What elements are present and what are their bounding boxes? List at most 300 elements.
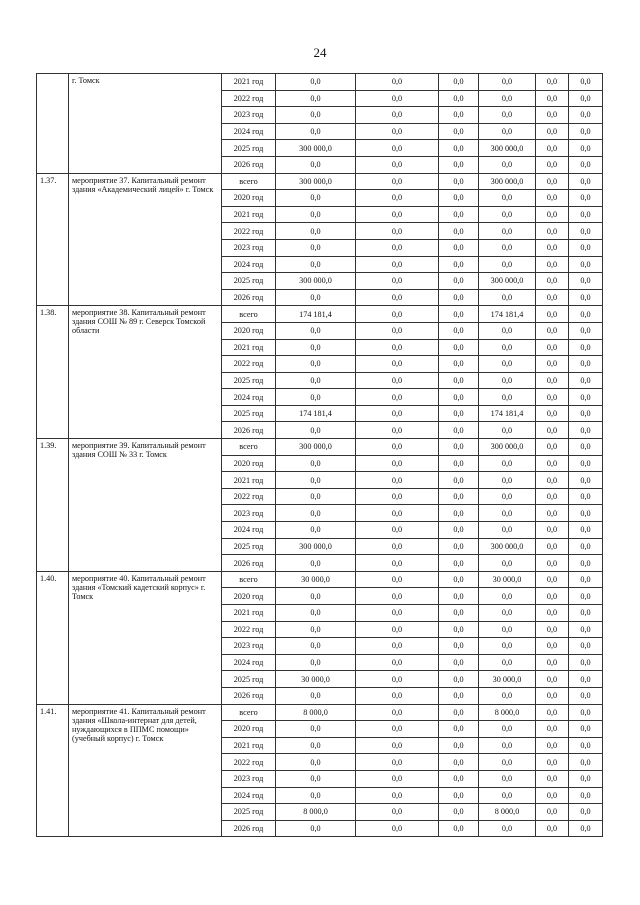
- value-cell: 0,0: [536, 754, 569, 771]
- value-cell: 0,0: [356, 687, 439, 704]
- table-row: [37, 571, 603, 588]
- item-2-number: 1.39.: [37, 439, 69, 572]
- value-cell: 0,0: [569, 770, 603, 787]
- value-cell: 0,0: [569, 538, 603, 555]
- value-cell: 0,0: [356, 90, 439, 107]
- item-0-description: мероприятие 37. Капитальный ремонт здания «Академический лицей» г. Томск: [69, 173, 222, 306]
- year-cell: 2022 год: [222, 356, 276, 373]
- value-cell: 0,0: [276, 289, 356, 306]
- value-cell: 0,0: [439, 239, 479, 256]
- year-cell: 2025 год: [222, 273, 276, 290]
- value-cell: 0,0: [439, 289, 479, 306]
- value-cell: 0,0: [479, 605, 536, 622]
- value-cell: 300 000,0: [479, 140, 536, 157]
- value-cell: 0,0: [439, 156, 479, 173]
- year-cell: 2026 год: [222, 555, 276, 572]
- value-cell: 0,0: [356, 372, 439, 389]
- value-cell: 0,0: [439, 621, 479, 638]
- year-cell: 2022 год: [222, 488, 276, 505]
- value-cell: 0,0: [479, 555, 536, 572]
- year-cell: 2024 год: [222, 787, 276, 804]
- value-cell: 0,0: [569, 522, 603, 539]
- value-cell: 0,0: [356, 339, 439, 356]
- value-cell: 0,0: [439, 422, 479, 439]
- value-cell: 0,0: [569, 107, 603, 124]
- value-cell: 0,0: [276, 206, 356, 223]
- value-cell: 0,0: [356, 206, 439, 223]
- value-cell: 0,0: [479, 588, 536, 605]
- value-cell: 0,0: [569, 322, 603, 339]
- value-cell: 0,0: [439, 123, 479, 140]
- value-cell: 0,0: [439, 754, 479, 771]
- value-cell: 0,0: [356, 455, 439, 472]
- value-cell: 0,0: [479, 339, 536, 356]
- year-cell: 2024 год: [222, 389, 276, 406]
- value-cell: 174 181,4: [479, 306, 536, 323]
- year-cell: 2026 год: [222, 820, 276, 837]
- year-cell: 2025 год: [222, 140, 276, 157]
- value-cell: 0,0: [536, 123, 569, 140]
- value-cell: 0,0: [356, 74, 439, 91]
- value-cell: 0,0: [479, 223, 536, 240]
- value-cell: 0,0: [276, 190, 356, 207]
- value-cell: 0,0: [479, 389, 536, 406]
- value-cell: 0,0: [479, 356, 536, 373]
- value-cell: 0,0: [276, 223, 356, 240]
- value-cell: 0,0: [536, 704, 569, 721]
- table-row: [37, 704, 603, 721]
- value-cell: 0,0: [569, 638, 603, 655]
- value-cell: 0,0: [276, 123, 356, 140]
- year-cell: 2020 год: [222, 190, 276, 207]
- value-cell: 0,0: [356, 671, 439, 688]
- year-cell: 2022 год: [222, 754, 276, 771]
- value-cell: 0,0: [439, 90, 479, 107]
- value-cell: 0,0: [536, 588, 569, 605]
- value-cell: 0,0: [439, 372, 479, 389]
- item-1-description: мероприятие 38. Капитальный ремонт здания СОШ № 89 г. Северск Томской области: [69, 306, 222, 439]
- year-cell: 2025 год: [222, 804, 276, 821]
- value-cell: 0,0: [569, 571, 603, 588]
- value-cell: 0,0: [569, 654, 603, 671]
- year-cell: всего: [222, 306, 276, 323]
- value-cell: 0,0: [356, 638, 439, 655]
- value-cell: 0,0: [276, 455, 356, 472]
- item-2-description: мероприятие 39. Капитальный ремонт здания СОШ № 33 г. Томск: [69, 439, 222, 572]
- value-cell: 0,0: [356, 770, 439, 787]
- value-cell: 0,0: [276, 339, 356, 356]
- value-cell: 0,0: [356, 522, 439, 539]
- value-cell: 0,0: [536, 107, 569, 124]
- value-cell: 0,0: [569, 820, 603, 837]
- value-cell: 0,0: [276, 721, 356, 738]
- value-cell: 0,0: [569, 439, 603, 456]
- value-cell: 0,0: [479, 322, 536, 339]
- value-cell: 0,0: [536, 571, 569, 588]
- value-cell: 0,0: [536, 74, 569, 91]
- year-cell: 2026 год: [222, 289, 276, 306]
- value-cell: 0,0: [479, 190, 536, 207]
- value-cell: 300 000,0: [276, 439, 356, 456]
- value-cell: 0,0: [536, 190, 569, 207]
- value-cell: 300 000,0: [276, 273, 356, 290]
- value-cell: 0,0: [569, 273, 603, 290]
- value-cell: 0,0: [356, 505, 439, 522]
- value-cell: 0,0: [536, 770, 569, 787]
- value-cell: 0,0: [356, 588, 439, 605]
- value-cell: 0,0: [479, 289, 536, 306]
- value-cell: 0,0: [536, 621, 569, 638]
- value-cell: 0,0: [536, 140, 569, 157]
- value-cell: 0,0: [536, 538, 569, 555]
- value-cell: 0,0: [569, 671, 603, 688]
- value-cell: 0,0: [276, 239, 356, 256]
- value-cell: 0,0: [276, 555, 356, 572]
- value-cell: 30 000,0: [276, 671, 356, 688]
- value-cell: 0,0: [356, 704, 439, 721]
- value-cell: 0,0: [536, 671, 569, 688]
- year-cell: 2024 год: [222, 654, 276, 671]
- value-cell: 0,0: [479, 638, 536, 655]
- value-cell: 0,0: [439, 173, 479, 190]
- value-cell: 0,0: [439, 737, 479, 754]
- value-cell: 0,0: [569, 721, 603, 738]
- year-cell: 2023 год: [222, 107, 276, 124]
- value-cell: 0,0: [479, 422, 536, 439]
- value-cell: 0,0: [356, 239, 439, 256]
- item-3-description: мероприятие 40. Капитальный ремонт здания «Томский кадетский корпус» г. Томск: [69, 571, 222, 704]
- value-cell: 0,0: [439, 571, 479, 588]
- value-cell: 0,0: [276, 322, 356, 339]
- value-cell: 0,0: [569, 737, 603, 754]
- value-cell: 0,0: [569, 704, 603, 721]
- year-cell: 2024 год: [222, 256, 276, 273]
- year-cell: 2023 год: [222, 638, 276, 655]
- value-cell: 0,0: [356, 123, 439, 140]
- value-cell: 0,0: [356, 273, 439, 290]
- year-cell: 2023 год: [222, 770, 276, 787]
- value-cell: 0,0: [439, 687, 479, 704]
- value-cell: 0,0: [569, 488, 603, 505]
- value-cell: 0,0: [479, 455, 536, 472]
- value-cell: 0,0: [356, 820, 439, 837]
- budget-table: [36, 73, 603, 837]
- value-cell: 300 000,0: [479, 538, 536, 555]
- value-cell: 0,0: [439, 605, 479, 622]
- year-cell: всего: [222, 173, 276, 190]
- value-cell: 0,0: [439, 140, 479, 157]
- value-cell: 0,0: [439, 505, 479, 522]
- value-cell: 0,0: [356, 787, 439, 804]
- value-cell: 0,0: [439, 356, 479, 373]
- value-cell: 0,0: [536, 804, 569, 821]
- value-cell: 0,0: [439, 190, 479, 207]
- value-cell: 0,0: [536, 206, 569, 223]
- item-1-number: 1.38.: [37, 306, 69, 439]
- value-cell: 0,0: [439, 256, 479, 273]
- value-cell: 0,0: [569, 455, 603, 472]
- value-cell: 0,0: [569, 90, 603, 107]
- item-4-number: 1.41.: [37, 704, 69, 837]
- value-cell: 0,0: [439, 804, 479, 821]
- value-cell: 0,0: [569, 339, 603, 356]
- value-cell: 0,0: [439, 787, 479, 804]
- table-row: [37, 306, 603, 323]
- value-cell: 0,0: [276, 488, 356, 505]
- value-cell: 0,0: [479, 754, 536, 771]
- year-cell: 2023 год: [222, 239, 276, 256]
- table-row: [37, 439, 603, 456]
- value-cell: 0,0: [536, 389, 569, 406]
- value-cell: 300 000,0: [276, 538, 356, 555]
- value-cell: 0,0: [569, 289, 603, 306]
- value-cell: 0,0: [536, 737, 569, 754]
- value-cell: 0,0: [569, 123, 603, 140]
- value-cell: 0,0: [536, 356, 569, 373]
- value-cell: 0,0: [536, 787, 569, 804]
- value-cell: 0,0: [276, 737, 356, 754]
- value-cell: 0,0: [276, 787, 356, 804]
- table-body: [37, 74, 603, 837]
- year-cell: 2021 год: [222, 74, 276, 91]
- value-cell: 0,0: [479, 654, 536, 671]
- value-cell: 0,0: [439, 654, 479, 671]
- value-cell: 0,0: [569, 787, 603, 804]
- value-cell: 0,0: [356, 389, 439, 406]
- year-cell: 2025 год: [222, 405, 276, 422]
- value-cell: 0,0: [569, 206, 603, 223]
- value-cell: 0,0: [569, 804, 603, 821]
- year-cell: 2021 год: [222, 737, 276, 754]
- value-cell: 0,0: [356, 488, 439, 505]
- value-cell: 0,0: [536, 820, 569, 837]
- value-cell: 0,0: [356, 538, 439, 555]
- value-cell: 0,0: [479, 820, 536, 837]
- fragment-description: г. Томск: [69, 74, 222, 174]
- value-cell: 0,0: [439, 555, 479, 572]
- year-cell: 2026 год: [222, 687, 276, 704]
- value-cell: 0,0: [276, 770, 356, 787]
- value-cell: 0,0: [569, 306, 603, 323]
- value-cell: 0,0: [479, 621, 536, 638]
- value-cell: 300 000,0: [479, 273, 536, 290]
- value-cell: 0,0: [536, 239, 569, 256]
- year-cell: 2022 год: [222, 621, 276, 638]
- value-cell: 0,0: [439, 223, 479, 240]
- value-cell: 0,0: [569, 389, 603, 406]
- value-cell: 0,0: [569, 74, 603, 91]
- value-cell: 0,0: [356, 721, 439, 738]
- value-cell: 174 181,4: [276, 306, 356, 323]
- value-cell: 0,0: [479, 90, 536, 107]
- value-cell: 0,0: [276, 638, 356, 655]
- value-cell: 0,0: [356, 472, 439, 489]
- value-cell: 30 000,0: [276, 571, 356, 588]
- value-cell: 0,0: [356, 256, 439, 273]
- value-cell: 0,0: [569, 621, 603, 638]
- table-row: [37, 173, 603, 190]
- value-cell: 0,0: [439, 820, 479, 837]
- value-cell: 0,0: [569, 405, 603, 422]
- value-cell: 0,0: [276, 107, 356, 124]
- value-cell: 0,0: [536, 472, 569, 489]
- value-cell: 0,0: [536, 555, 569, 572]
- value-cell: 0,0: [356, 422, 439, 439]
- value-cell: 0,0: [536, 605, 569, 622]
- year-cell: 2026 год: [222, 156, 276, 173]
- value-cell: 300 000,0: [276, 140, 356, 157]
- value-cell: 0,0: [536, 721, 569, 738]
- year-cell: 2020 год: [222, 455, 276, 472]
- value-cell: 0,0: [439, 405, 479, 422]
- value-cell: 0,0: [569, 156, 603, 173]
- value-cell: 0,0: [536, 522, 569, 539]
- value-cell: 0,0: [479, 721, 536, 738]
- year-cell: 2020 год: [222, 322, 276, 339]
- value-cell: 0,0: [276, 256, 356, 273]
- value-cell: 0,0: [536, 488, 569, 505]
- value-cell: 0,0: [536, 306, 569, 323]
- value-cell: 0,0: [569, 687, 603, 704]
- value-cell: 0,0: [439, 389, 479, 406]
- value-cell: 8 000,0: [479, 804, 536, 821]
- value-cell: 0,0: [479, 74, 536, 91]
- value-cell: 0,0: [276, 356, 356, 373]
- value-cell: 0,0: [439, 206, 479, 223]
- year-cell: 2024 год: [222, 522, 276, 539]
- value-cell: 0,0: [276, 820, 356, 837]
- year-cell: 2021 год: [222, 472, 276, 489]
- value-cell: 0,0: [276, 522, 356, 539]
- value-cell: 0,0: [356, 439, 439, 456]
- year-cell: 2025 год: [222, 538, 276, 555]
- value-cell: 0,0: [569, 422, 603, 439]
- value-cell: 0,0: [276, 505, 356, 522]
- value-cell: 0,0: [536, 439, 569, 456]
- year-cell: 2022 год: [222, 90, 276, 107]
- value-cell: 0,0: [536, 455, 569, 472]
- value-cell: 0,0: [536, 173, 569, 190]
- value-cell: 0,0: [356, 289, 439, 306]
- value-cell: 0,0: [439, 588, 479, 605]
- year-cell: 2023 год: [222, 505, 276, 522]
- value-cell: 0,0: [536, 422, 569, 439]
- value-cell: 0,0: [479, 123, 536, 140]
- value-cell: 0,0: [536, 273, 569, 290]
- value-cell: 0,0: [536, 289, 569, 306]
- value-cell: 174 181,4: [276, 405, 356, 422]
- value-cell: 174 181,4: [479, 405, 536, 422]
- value-cell: 0,0: [479, 505, 536, 522]
- year-cell: 2025 год: [222, 671, 276, 688]
- value-cell: 0,0: [536, 654, 569, 671]
- value-cell: 0,0: [536, 339, 569, 356]
- value-cell: 300 000,0: [479, 173, 536, 190]
- value-cell: 0,0: [276, 621, 356, 638]
- value-cell: 0,0: [439, 638, 479, 655]
- value-cell: 0,0: [439, 472, 479, 489]
- year-cell: 2021 год: [222, 605, 276, 622]
- value-cell: 0,0: [356, 190, 439, 207]
- fragment-number: [37, 74, 69, 174]
- value-cell: 0,0: [569, 588, 603, 605]
- year-cell: 2021 год: [222, 339, 276, 356]
- value-cell: 0,0: [569, 190, 603, 207]
- value-cell: 0,0: [356, 405, 439, 422]
- value-cell: 0,0: [569, 505, 603, 522]
- value-cell: 0,0: [276, 472, 356, 489]
- value-cell: 0,0: [439, 704, 479, 721]
- value-cell: 0,0: [536, 687, 569, 704]
- value-cell: 0,0: [276, 74, 356, 91]
- value-cell: 0,0: [536, 405, 569, 422]
- item-4-description: мероприятие 41. Капитальный ремонт здания «Школа-интернат для детей, нуждающихся в ППМС помощи» (учебный корпус) г. Томск: [69, 704, 222, 837]
- value-cell: 0,0: [276, 90, 356, 107]
- value-cell: 300 000,0: [276, 173, 356, 190]
- value-cell: 0,0: [439, 671, 479, 688]
- value-cell: 0,0: [439, 306, 479, 323]
- year-cell: 2020 год: [222, 588, 276, 605]
- value-cell: 0,0: [276, 605, 356, 622]
- value-cell: 8 000,0: [276, 804, 356, 821]
- value-cell: 0,0: [569, 555, 603, 572]
- value-cell: 30 000,0: [479, 671, 536, 688]
- year-cell: 2025 год: [222, 372, 276, 389]
- value-cell: 0,0: [356, 654, 439, 671]
- value-cell: 0,0: [276, 389, 356, 406]
- value-cell: 0,0: [439, 770, 479, 787]
- value-cell: 0,0: [356, 223, 439, 240]
- value-cell: 0,0: [479, 687, 536, 704]
- value-cell: 0,0: [439, 721, 479, 738]
- value-cell: 0,0: [356, 306, 439, 323]
- value-cell: 0,0: [569, 605, 603, 622]
- value-cell: 0,0: [536, 322, 569, 339]
- value-cell: 0,0: [276, 588, 356, 605]
- value-cell: 0,0: [536, 372, 569, 389]
- value-cell: 0,0: [356, 173, 439, 190]
- value-cell: 0,0: [569, 256, 603, 273]
- value-cell: 0,0: [439, 339, 479, 356]
- value-cell: 0,0: [479, 488, 536, 505]
- value-cell: 0,0: [356, 621, 439, 638]
- value-cell: 0,0: [439, 488, 479, 505]
- value-cell: 0,0: [479, 737, 536, 754]
- value-cell: 0,0: [356, 571, 439, 588]
- value-cell: 0,0: [439, 322, 479, 339]
- value-cell: 0,0: [439, 273, 479, 290]
- value-cell: 8 000,0: [276, 704, 356, 721]
- value-cell: 0,0: [479, 787, 536, 804]
- value-cell: 0,0: [569, 372, 603, 389]
- year-cell: 2020 год: [222, 721, 276, 738]
- value-cell: 300 000,0: [479, 439, 536, 456]
- value-cell: 0,0: [479, 256, 536, 273]
- value-cell: 0,0: [439, 455, 479, 472]
- value-cell: 0,0: [356, 140, 439, 157]
- value-cell: 0,0: [536, 256, 569, 273]
- value-cell: 0,0: [479, 522, 536, 539]
- value-cell: 0,0: [356, 737, 439, 754]
- value-cell: 0,0: [536, 505, 569, 522]
- value-cell: 0,0: [536, 223, 569, 240]
- item-0-number: 1.37.: [37, 173, 69, 306]
- year-cell: 2026 год: [222, 422, 276, 439]
- value-cell: 0,0: [479, 206, 536, 223]
- value-cell: 0,0: [536, 90, 569, 107]
- value-cell: 0,0: [276, 654, 356, 671]
- value-cell: 0,0: [356, 356, 439, 373]
